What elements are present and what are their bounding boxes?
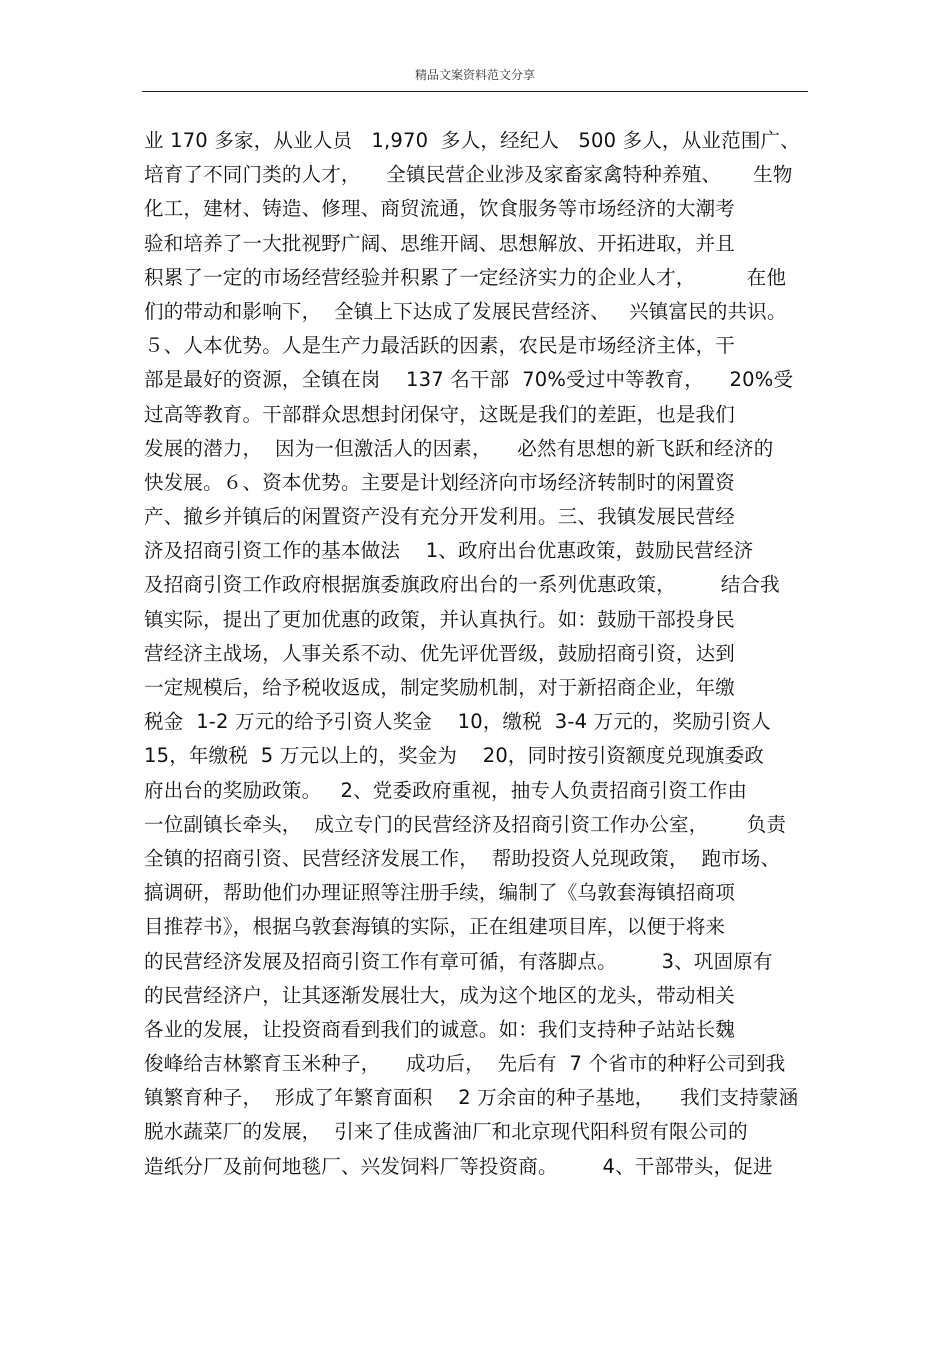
text-line: 业 170 多家，从业人员 1,970 多人，经纪人 500 多人，从业范围广、: [144, 129, 800, 152]
text-line: 目推荐书》，根据乌敦套海镇的实际，正在组建项目库，以便于将来: [144, 915, 726, 939]
text-line: 府出台的奖励政策。 2、党委政府重视，抽专人负责招商引资工作由: [144, 778, 748, 802]
text-line: 15，年缴税 5 万元以上的，奖金为 20，同时按引资额度兑现旗委政: [144, 744, 765, 768]
text-line: 积累了一定的市场经营经验并积累了一定经济实力的企业人才， 在他: [144, 265, 787, 289]
text-line: 各业的发展，让投资商看到我们的诚意。如：我们支持种子站站长魏: [144, 1017, 736, 1041]
text-line: 一位副镇长牵头， 成立专门的民营经济及招商引资工作办公室， 负责: [144, 812, 787, 836]
text-line: 造纸分厂及前何地毯厂、兴发饲料厂等投资商。 4、干部带头，促进: [144, 1154, 773, 1178]
text-line: 部是最好的资源，全镇在岗 137 名干部 70%受过中等教育， 20%受: [144, 368, 794, 392]
text-line: 验和培养了一大批视野广阔、思维开阔、思想解放、开拓进取，并且: [144, 231, 736, 255]
text-line: 镇繁育种子， 形成了年繁育面积 2 万余亩的种子基地， 我们支持蒙涵: [144, 1086, 799, 1110]
text-line: 的民营经济发展及招商引资工作有章可循，有落脚点。 3、巩固原有: [144, 949, 773, 973]
text-line: 过高等教育。干部群众思想封闭保守，这既是我们的差距，也是我们: [144, 402, 736, 426]
text-line: 培育了不同门类的人才， 全镇民营企业涉及家畜家禽特种养殖、 生物: [144, 163, 793, 187]
header-divider: [142, 91, 808, 92]
text-line: 俊峰给吉林繁育玉米种子， 成功后， 先后有 7 个省市的种籽公司到我: [144, 1052, 786, 1076]
text-line: 税金 1-2 万元的给予引资人奖金 10，缴税 3-4 万元的，奖励引资人: [144, 710, 771, 734]
text-line: 镇实际，提出了更加优惠的政策，并认真执行。如：鼓励干部投身民: [144, 607, 736, 631]
text-line: 们的带动和影响下， 全镇上下达成了发展民营经济、 兴镇富民的共识。: [144, 299, 787, 323]
text-line: 产、撤乡并镇后的闲置资产没有充分开发利用。三、我镇发展民营经: [144, 505, 736, 529]
text-line: 一定规模后，给予税收返成，制定奖励机制，对于新招商企业，年缴: [144, 676, 736, 699]
text-line: 脱水蔬菜厂的发展， 引来了佳成酱油厂和北京现代阳科贸有限公司的: [144, 1120, 748, 1144]
page-header: 精品文案资料范文分享: [414, 68, 535, 82]
text-line: 营经济主战场，人事关系不动、优先评优晋级，鼓励招商引资，达到: [144, 641, 736, 665]
text-line: 发展的潜力， 因为一但激活人的因素， 必然有思想的新飞跃和经济的: [144, 436, 774, 460]
document-body: [144, 124, 814, 1184]
text-line: 的民营经济户，让其逐渐发展壮大，成为这个地区的龙头，带动相关: [144, 983, 736, 1007]
text-line: 搞调研，帮助他们办理证照等注册手续，编制了《乌敦套海镇招商项: [144, 881, 736, 905]
text-line: 化工，建材、铸造、修理、商贸流通，饮食服务等市场经济的大潮考: [144, 197, 736, 221]
text-line: ５、人本优势。人是生产力最活跃的因素，农民是市场经济主体，干: [144, 334, 736, 358]
text-line: 快发展。６、资本优势。主要是计划经济向市场经济转制时的闲置资: [144, 470, 736, 494]
text-line: 全镇的招商引资、民营经济发展工作， 帮助投资人兑现政策， 跑市场、: [144, 846, 781, 870]
text-line: 及招商引资工作政府根据旗委旗政府出台的一系列优惠政策， 结合我: [144, 573, 780, 597]
text-line: 济及招商引资工作的基本做法 1、政府出台优惠政策，鼓励民营经济: [144, 539, 754, 563]
